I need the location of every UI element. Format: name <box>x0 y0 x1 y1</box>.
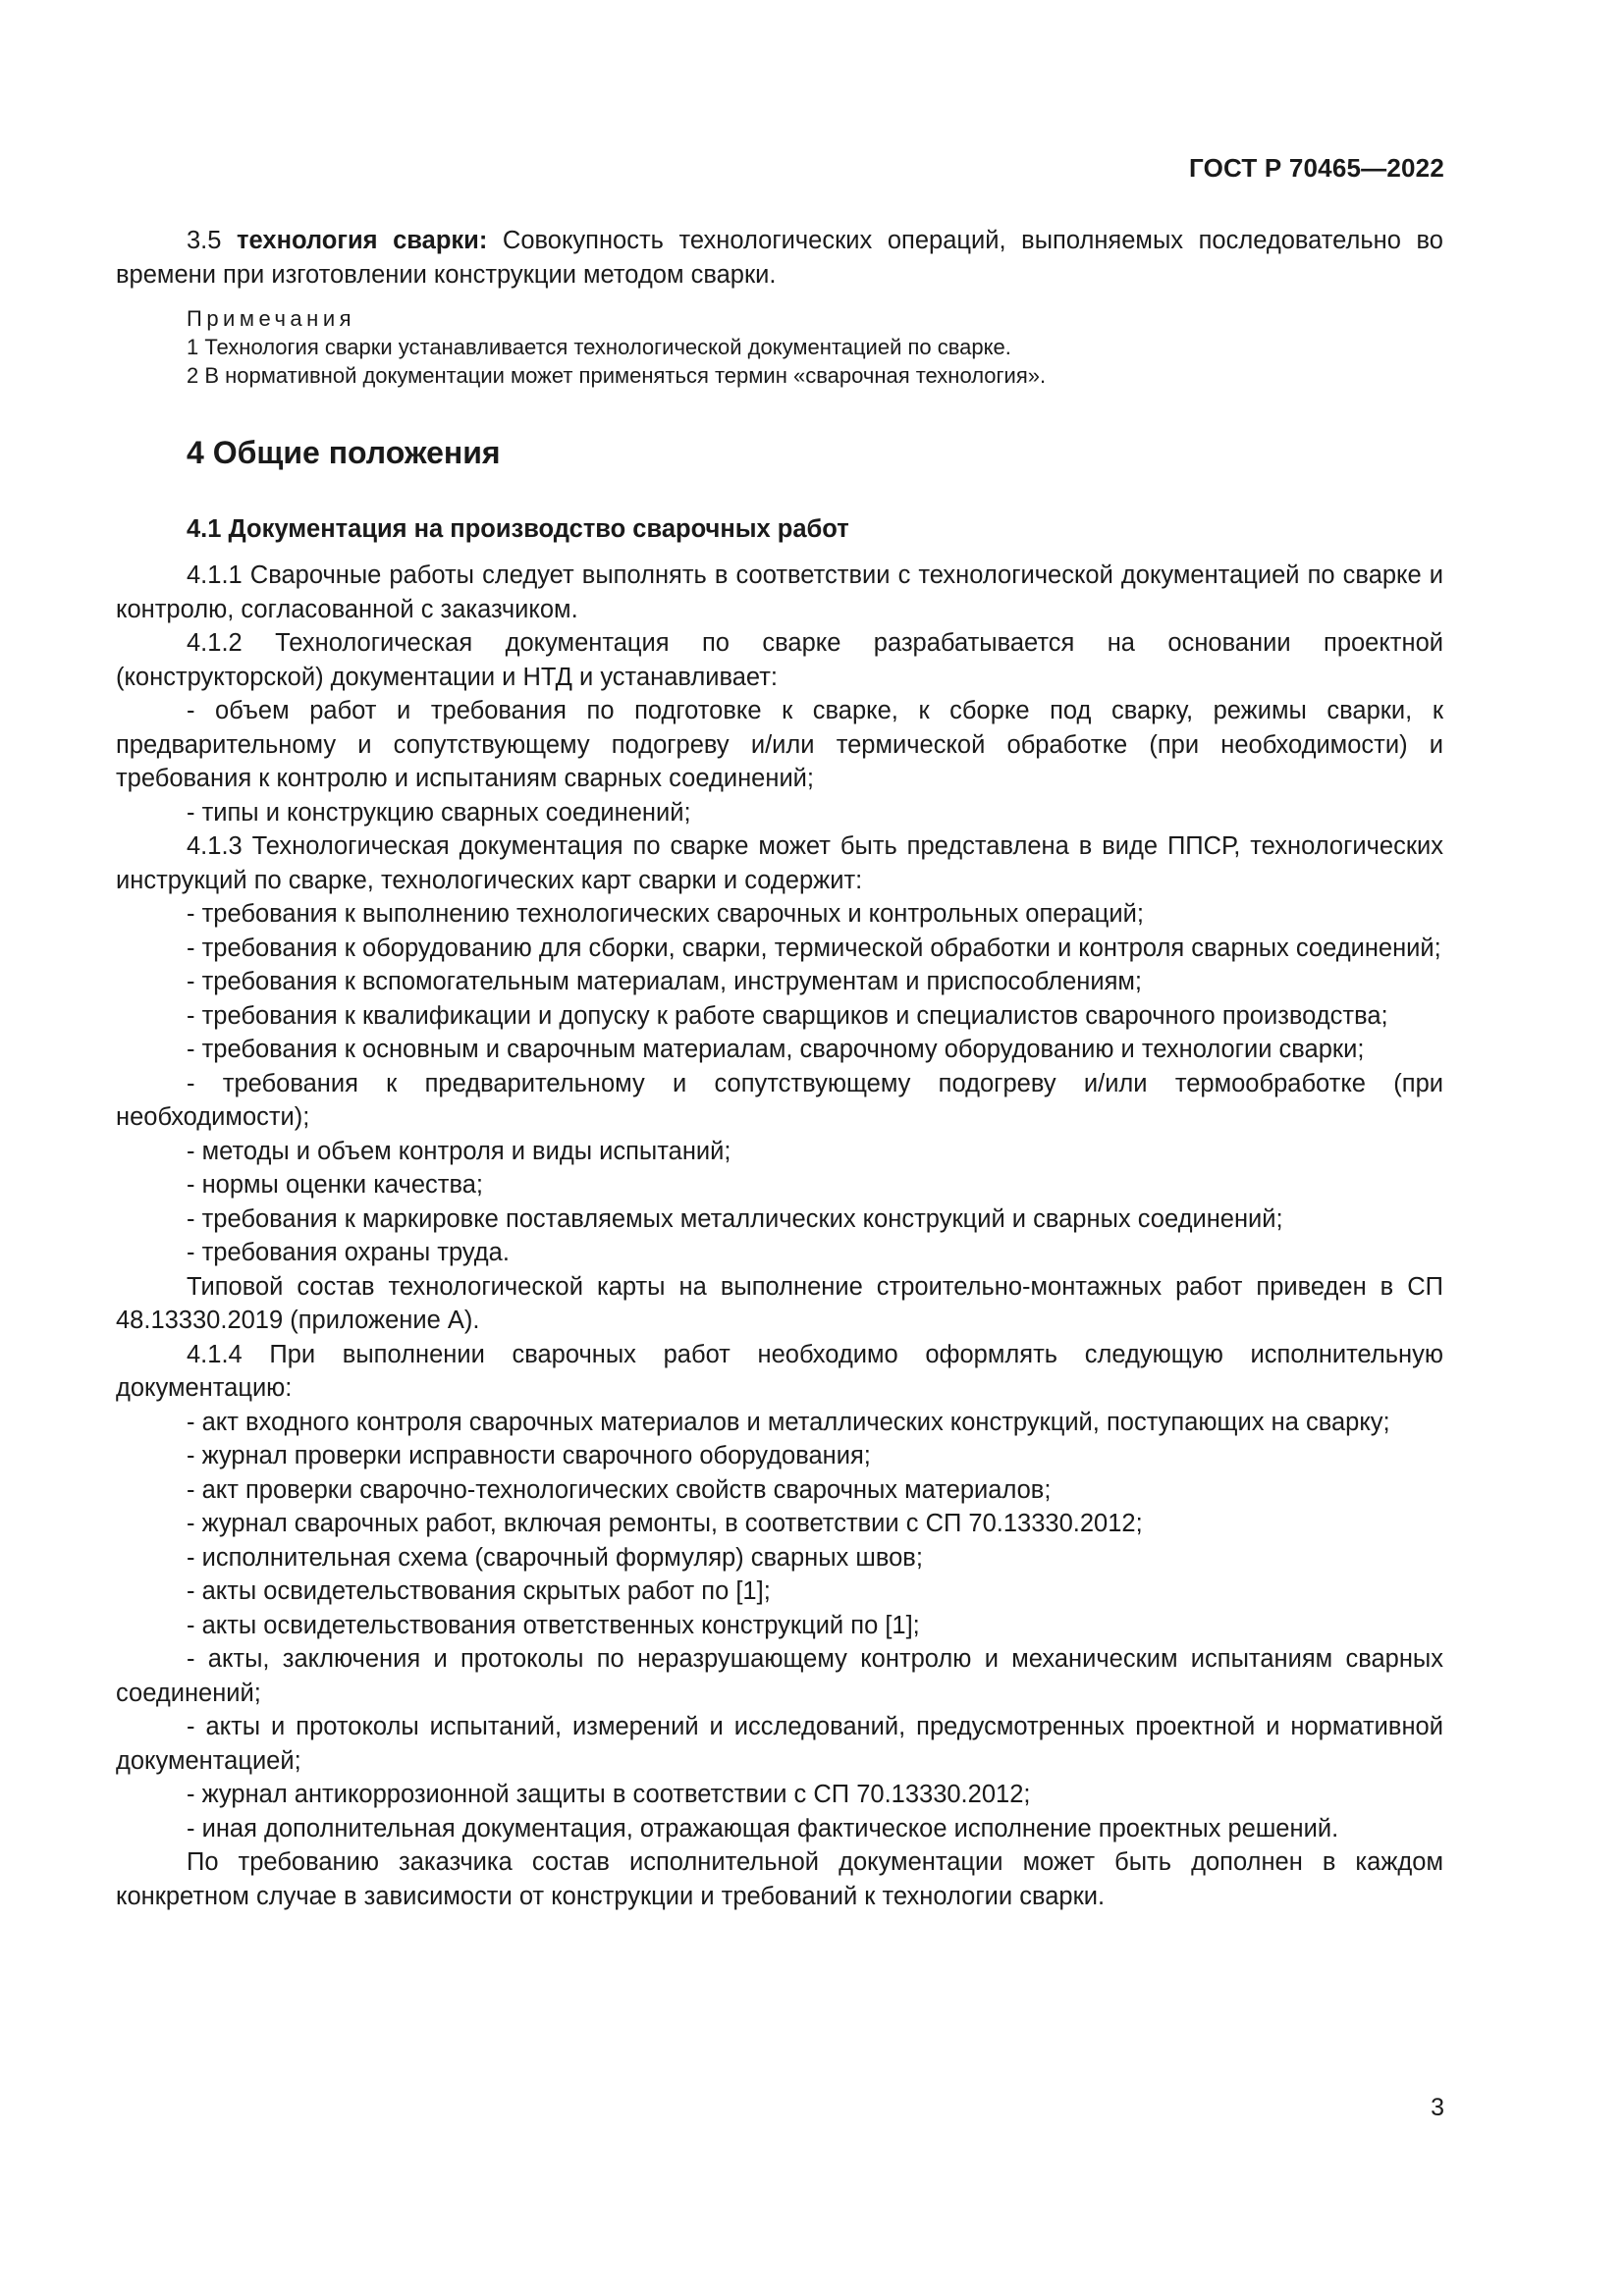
list-item: - методы и объем контроля и виды испытаний; <box>187 1137 731 1165</box>
page-number: 3 <box>1431 2094 1444 2121</box>
document-code: ГОСТ Р 70465—2022 <box>1189 153 1444 183</box>
list-item: - акты освидетельствования скрытых работ по [1]; <box>187 1577 771 1605</box>
clause-number: 3.5 <box>187 227 222 254</box>
list-item: - исполнительная схема (сварочный формуляр) сварных швов; <box>187 1543 923 1572</box>
section-4-heading: 4 Общие положения <box>187 435 501 470</box>
paragraph-4-1-3: 4.1.3 Технологическая документация по сварке может быть представлена в виде ППСР, технологических инструкций по сварке, технологических карт сварки и содержит: <box>116 832 1443 894</box>
list-item: - требования к оборудованию для сборки, сварки, термической обработки и контроля сварных соединений; <box>187 934 1441 962</box>
list-item: - объем работ и требования по подготовке к сварке, к сборке под сварку, режимы сварки, к предварительному и сопутствующему подогреву и/или термической обработке (при необходимости) и требования к контролю и испытаниям сварных соединений; <box>116 697 1443 792</box>
notes-title: Примечания <box>187 306 356 331</box>
definition-3-5 <box>116 224 1443 292</box>
list-item: - требования к основным и сварочным материалам, сварочному оборудованию и технологии сварки; <box>187 1036 1365 1063</box>
section-4-1-heading: 4.1 Документация на производство сварочных работ <box>187 515 849 543</box>
list-item: - требования к квалификации и допуску к работе сварщиков и специалистов сварочного производства; <box>187 1001 1388 1030</box>
list-item: - требования к маркировке поставляемых металлических конструкций и сварных соединений; <box>187 1204 1283 1233</box>
list-item: - журнал проверки исправности сварочного оборудования; <box>187 1442 871 1469</box>
list-item: - иная дополнительная документация, отражающая фактическое исполнение проектных решений. <box>187 1814 1339 1842</box>
paragraph-4-1-4: 4.1.4 При выполнении сварочных работ необходимо оформлять следующую исполнительную документацию: <box>116 1340 1443 1402</box>
page-content <box>116 224 1443 1913</box>
list-item: - требования охраны труда. <box>187 1239 510 1266</box>
list-item: - акт входного контроля сварочных материалов и металлических конструкций, поступающих на сварку; <box>187 1408 1390 1436</box>
list-item: - требования к предварительному и сопутствующему подогреву и/или термообработке (при необходимости); <box>116 1069 1443 1131</box>
notes-block <box>116 304 1443 390</box>
paragraph-customer-requirements: По требованию заказчика состав исполнительной документации может быть дополнен в каждом конкретном случае в зависимости от конструкции и требований к технологии сварки. <box>116 1848 1443 1910</box>
list-item: - акты и протоколы испытаний, измерений и исследований, предусмотренных проектной и нормативной документацией; <box>116 1713 1443 1775</box>
note-1: 1 Технология сварки устанавливается технологической документацией по сварке. <box>187 335 1011 359</box>
list-item: - требования к вспомогательным материалам, инструментам и приспособлениям; <box>187 968 1143 995</box>
list-item: - акт проверки сварочно-технологических свойств сварочных материалов; <box>187 1475 1052 1504</box>
list-item: - требования к выполнению технологических сварочных и контрольных операций; <box>187 900 1144 928</box>
list-item: - журнал сварочных работ, включая ремонты, в соответствии с СП 70.13330.2012; <box>187 1510 1143 1537</box>
paragraph-typical-composition: Типовой состав технологической карты на выполнение строительно-монтажных работ приведен в СП 48.13330.2019 (приложение А). <box>116 1272 1443 1334</box>
term-name: технология сварки: <box>237 227 488 254</box>
list-item: - акты, заключения и протоколы по неразрушающему контролю и механическим испытаниям сварных соединений; <box>116 1645 1443 1707</box>
list-item: - акты освидетельствования ответственных конструкций по [1]; <box>187 1611 920 1639</box>
list-item: - нормы оценки качества; <box>187 1171 483 1199</box>
term-definition: Совокупность технологических операций, выполняемых последовательно во времени при изготовлении конструкции методом сварки. <box>116 227 1443 289</box>
list-item: - типы и конструкцию сварных соединений; <box>187 798 691 827</box>
note-2: 2 В нормативной документации может применяться термин «сварочная технология». <box>187 363 1047 388</box>
paragraph-4-1-1: 4.1.1 Сварочные работы следует выполнять в соответствии с технологической документацией по сварке и контролю, согласованной с заказчиком. <box>116 561 1443 623</box>
list-item: - журнал антикоррозионной защиты в соответствии с СП 70.13330.2012; <box>187 1781 1031 1808</box>
paragraph-4-1-2: 4.1.2 Технологическая документация по сварке разрабатывается на основании проектной (конструкторской) документации и НТД и устанавливает: <box>116 629 1443 691</box>
